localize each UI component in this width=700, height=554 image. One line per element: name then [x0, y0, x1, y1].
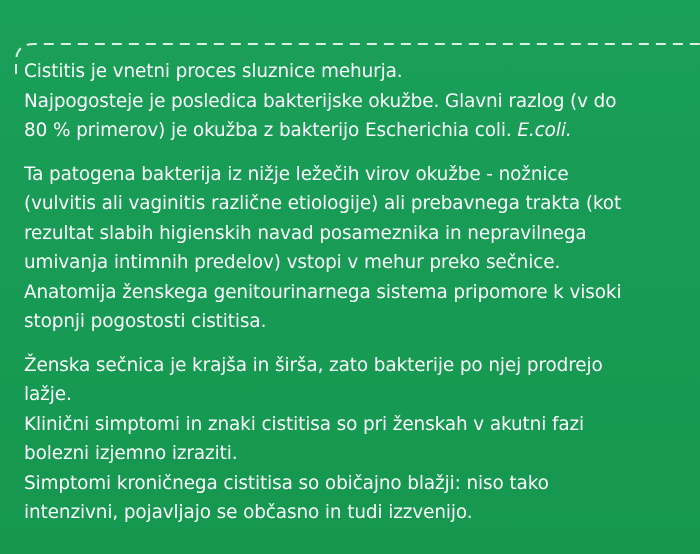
italic-abbreviation: E.coli. [517, 120, 572, 141]
text-line: Klinični simptomi in znaki cistitisa so pri ženskah v akutni fazi [24, 413, 585, 435]
article-text [24, 57, 694, 528]
text-line: Ta patogena bakterija iz nižje ležečih virov okužbe - nožnice [24, 163, 569, 185]
text-line: intenzivni, pojavljajo se občasno in tudi izzvenijo. [24, 502, 473, 523]
paragraph-pathogen [24, 160, 694, 337]
text-line: umivanja intimnih predelov) vstopi v mehur preko sečnice. [24, 252, 561, 273]
text-line: lažje. [24, 384, 72, 405]
text-line: Simptomi kroničnega cistitisa so običajno blažji: niso tako [24, 472, 549, 494]
text-line: Najpogosteje je posledica bakterijske okužbe. Glavni razlog (v do [24, 90, 617, 112]
text-line: Ženska sečnica je krajša in širša, zato bakterije po njej prodrejo [24, 354, 603, 376]
paragraph-intro [24, 57, 694, 146]
text-segment: 80 % primerov) je okužba z bakterijo Escherichia coli. [24, 120, 512, 141]
text-line: Cistitis je vnetni proces sluznice mehurja. [24, 61, 403, 82]
paragraph-symptoms [24, 351, 694, 528]
text-line: Anatomija ženskega genitourinarnega sistema pripomore k visoki [24, 281, 622, 303]
text-line [24, 116, 694, 146]
text-line: rezultat slabih higienskih navad posameznika in nepravilnega [24, 222, 587, 244]
text-line: bolezni izjemno izraziti. [24, 443, 238, 464]
text-line: stopnji pogostosti cistitisa. [24, 311, 267, 332]
text-line: (vulvitis ali vaginitis različne etiologije) ali prebavnega trakta (kot [24, 193, 622, 214]
